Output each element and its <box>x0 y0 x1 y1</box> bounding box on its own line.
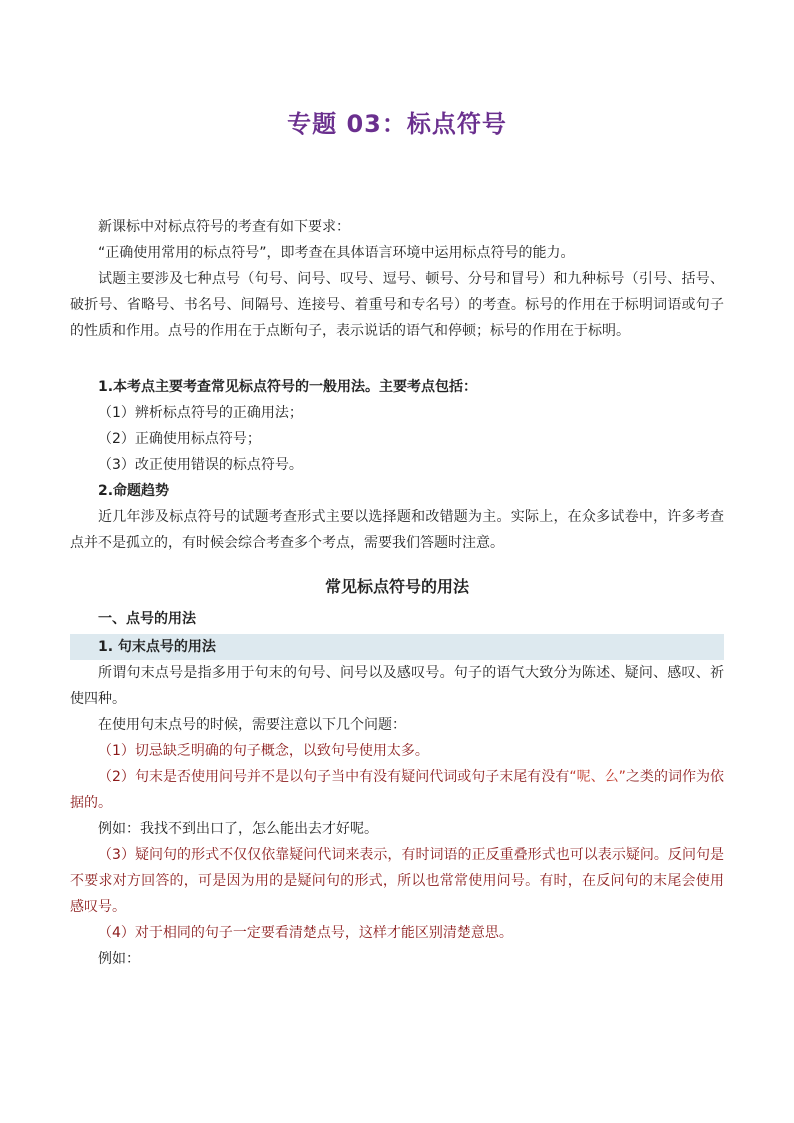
sub-heading-punctuation: 一、点号的用法 <box>98 611 196 627</box>
section-title: 常见标点符号的用法 <box>324 577 469 596</box>
intro-paragraph-2: “正确使用常用的标点符号”，即考查在具体语言环境中运用标点符号的能力。 <box>98 245 575 261</box>
note-item-2-part-b: 之类的词作为依据的。 <box>70 769 724 811</box>
intro-paragraph-1: 新课标中对标点符号的考查有如下要求： <box>98 219 350 235</box>
focus-item-2: （2）正确使用标点符号； <box>98 431 261 447</box>
note-item-2-quote: “呢、么” <box>569 769 626 785</box>
note-item-1: （1）切忌缺乏明确的句子概念，以致句号使用太多。 <box>98 743 429 759</box>
example-1: 例如：我找不到出口了，怎么能出去才好呢。 <box>98 821 378 837</box>
note-item-3: （3）疑问句的形式不仅仅依靠疑问代词来表示，有时词语的正反重叠形式也可以表示疑问。反问句是不要求对方回答的，可是因为用的是疑问句的形式，所以也常常使用问号。有时，在反问句的末尾会使用感叹号。 <box>70 847 724 915</box>
usage-paragraph-1: 所谓句末点号是指多用于句末的句号、问号以及感叹号。句子的语气大致分为陈述、疑问、感叹、祈使四种。 <box>70 665 724 707</box>
page-title: 专题 03：标点符号 <box>287 110 507 138</box>
intro-paragraph-3: 试题主要涉及七种点号（句号、问号、叹号、逗号、顿号、分号和冒号）和九种标号（引号、括号、破折号、省略号、书名号、间隔号、连接号、着重号和专名号）的考查。标号的作用在于标明词语或句子的性质和作用。点号的作用在于点断句子，表示说话的语气和停顿；标号的作用在于标明。 <box>70 271 724 339</box>
highlight-heading: 1. 句末点号的用法 <box>70 634 724 660</box>
note-item-4: （4）对于相同的句子一定要看清楚点号，这样才能区别清楚意思。 <box>98 925 513 941</box>
usage-paragraph-2: 在使用句末点号的时候，需要注意以下几个问题： <box>98 717 406 733</box>
focus-item-3: （3）改正使用错误的标点符号。 <box>98 457 303 473</box>
document-body <box>70 214 724 972</box>
focus-item-1: （1）辨析标点符号的正确用法； <box>98 405 303 421</box>
example-2: 例如： <box>98 951 140 967</box>
trend-paragraph: 近几年涉及标点符号的试题考查形式主要以选择题和改错题为主。实际上，在众多试卷中，许多考查点并不是孤立的，有时候会综合考查多个考点，需要我们答题时注意。 <box>70 509 724 551</box>
focus-heading-1: 1.本考点主要考查常见标点符号的一般用法。主要考点包括： <box>98 379 478 395</box>
note-item-2-part-a: （2）句末是否使用问号并不是以句子当中有没有疑问代词或句子末尾有没有 <box>98 769 570 785</box>
focus-heading-2: 2.命题趋势 <box>98 483 170 499</box>
note-item-2 <box>70 764 724 816</box>
